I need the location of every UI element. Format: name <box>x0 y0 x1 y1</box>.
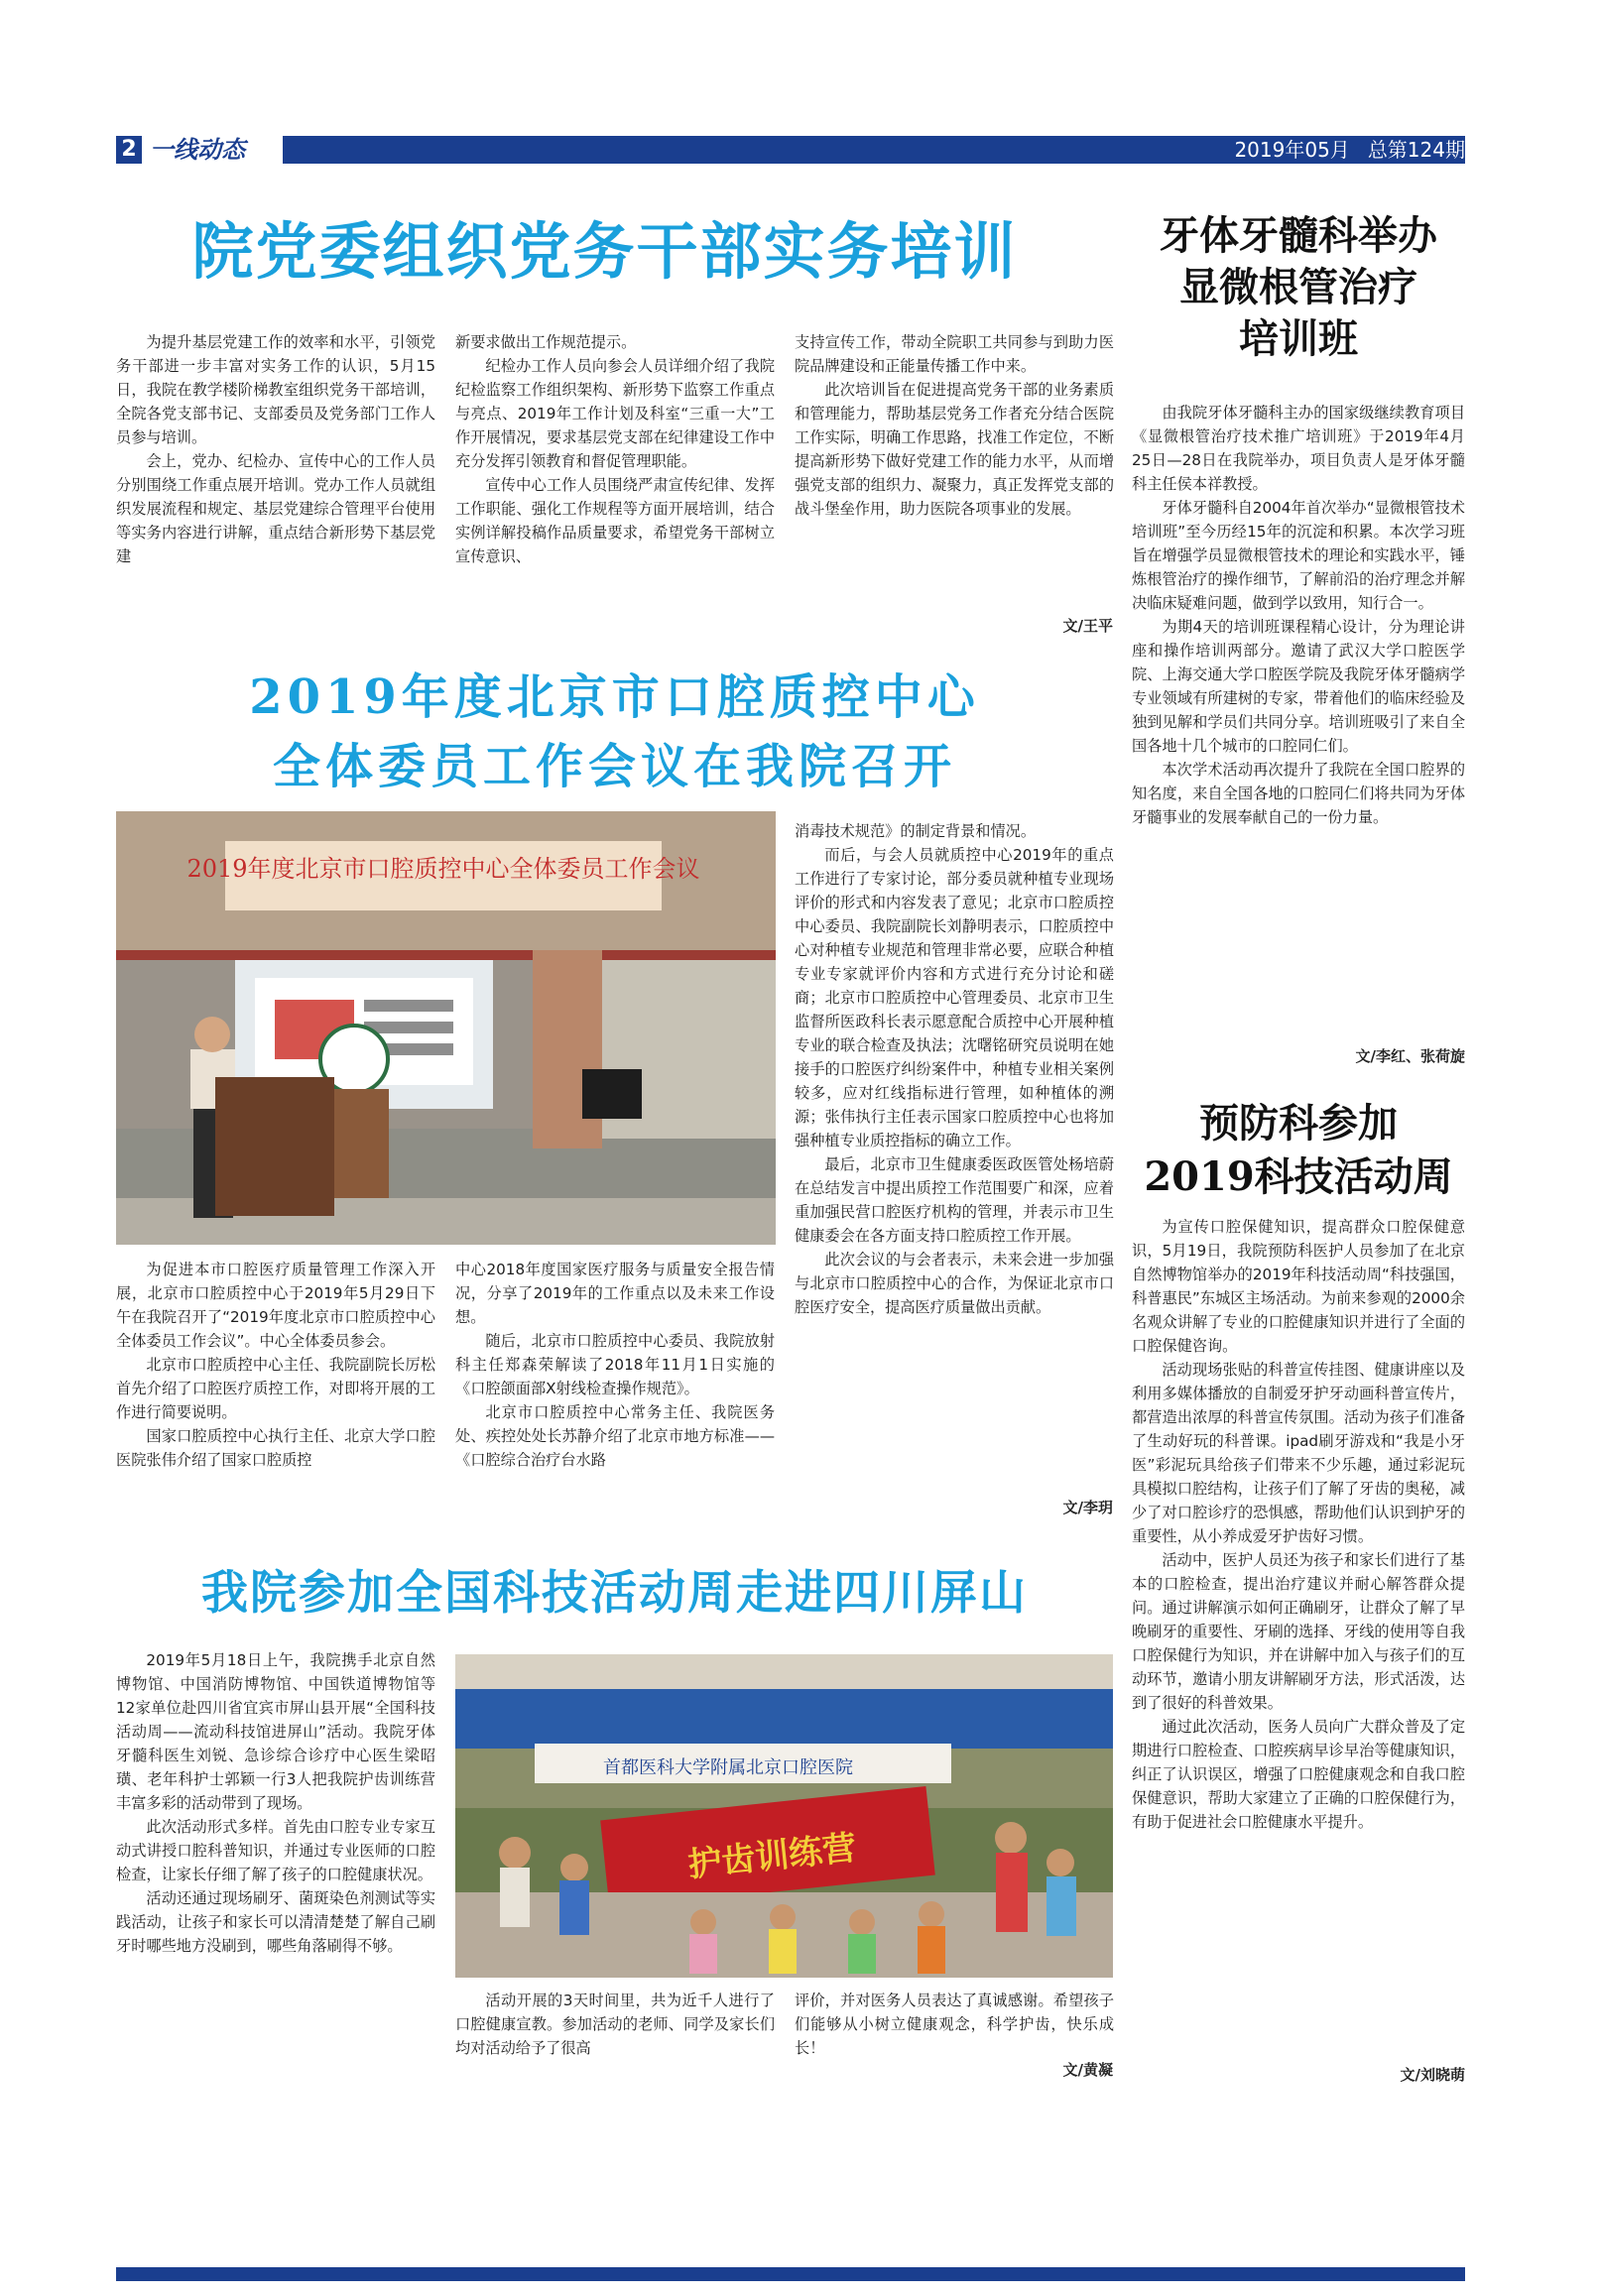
article2-col3 <box>795 819 1114 1319</box>
page-number: 2 <box>116 136 142 164</box>
footer-bar <box>116 2267 1465 2281</box>
paragraph: 北京市口腔质控中心主任、我院副院长厉松首先介绍了口腔医疗质控工作，对即将开展的工作进行简要说明。 <box>116 1356 435 1421</box>
sidebar2-body <box>1132 1215 1465 1834</box>
sidebar1-title <box>1132 210 1465 365</box>
paragraph: 为期4天的培训班课程精心设计，分为理论讲座和操作培训两部分。邀请了武汉大学口腔医学院、上海交通大学口腔医学院及我院牙体牙髓病学专业领域有所建树的专家，带着他们的临床经验及独到见解和学员们共同分享。培训班吸引了来自全国各地十几个城市的口腔同仁们。 <box>1132 618 1465 755</box>
meeting-photo <box>116 811 776 1245</box>
issue-number: 总第124期 <box>1367 138 1465 162</box>
paragraph: 支持宣传工作，带动全院职工共同参与到助力医院品牌建设和正能量传播工作中来。 <box>795 333 1114 375</box>
sidebar1-title-line: 显微根管治疗 <box>1179 264 1417 310</box>
sidebar2-byline: 文/刘晓萌 <box>1400 2066 1465 2084</box>
sidebar2-title-line: 预防科参加 <box>1199 1100 1398 1147</box>
article2-col1 <box>116 1258 435 1472</box>
paragraph: 中心2018年度国家医疗服务与质量安全报告情况，分享了2019年的工作重点以及未来工作设想。 <box>455 1261 775 1326</box>
paragraph: 活动现场张贴的科普宣传挂图、健康讲座以及利用多媒体播放的自制爱牙护牙动画科普宣传片，都营造出浓厚的科普宣传氛围。活动为孩子们准备了生动好玩的科普课。ipad刷牙游戏和“我是小牙医”彩泥玩具给孩子们带来不少乐趣，通过彩泥玩具模拟口腔结构，让孩子们了解了牙齿的奥秘，减少了对口腔诊疗的恐惧感，帮助他们认识到护牙的重要性，从小养成爱牙护齿好习惯。 <box>1132 1361 1465 1545</box>
paragraph: 活动中，医护人员还为孩子和家长们进行了基本的口腔检查，提出治疗建议并耐心解答群众提问。通过讲解演示如何正确刷牙，让群众了解了早晚刷牙的重要性、牙刷的选择、牙线的使用等自我口腔保健行为知识，并在讲解中加入与孩子们的互动环节，邀请小朋友讲解刷牙方法，形式活泼，达到了很好的科普效果。 <box>1132 1551 1465 1712</box>
event-photo <box>455 1654 1113 1978</box>
article1-col2 <box>455 330 775 568</box>
paragraph: 国家口腔质控中心执行主任、北京大学口腔医院张伟介绍了国家口腔质控 <box>116 1427 435 1469</box>
sidebar2-title-line: 2019科技活动周 <box>1144 1153 1453 1200</box>
paragraph: 会上，党办、纪检办、宣传中心的工作人员分别围绕工作重点展开培训。党办工作人员就组织发展流程和规定、基层党建综合管理平台使用等实务内容进行讲解，重点结合新形势下基层党建 <box>116 452 435 565</box>
article3-col2 <box>455 1989 775 2060</box>
article3-byline: 文/黄凝 <box>1062 2061 1113 2079</box>
paragraph: 2019年5月18日上午，我院携手北京自然博物馆、中国消防博物馆、中国铁道博物馆等12家单位赴四川省宜宾市屏山县开展“全国科技活动周——流动科技馆进屏山”活动。我院牙体牙髓科医生刘锐、急诊综合诊疗中心医生梁昭璜、老年科护士郭颖一行3人把我院护齿训练营丰富多彩的活动带到了现场。 <box>116 1651 435 1812</box>
paragraph: 纪检办工作人员向参会人员详细介绍了我院纪检监察工作组织架构、新形势下监察工作重点与亮点、2019年工作计划及科室“三重一大”工作开展情况，要求基层党支部在纪律建设工作中充分发挥引领教育和督促管理职能。 <box>455 357 775 470</box>
issue-info <box>1216 136 1465 164</box>
paragraph: 评价，并对医务人员表达了真诚感谢。希望孩子们能够从小树立健康观念，科学护齿，快乐成长！ <box>795 1992 1114 2057</box>
paragraph: 最后，北京市卫生健康委医政医管处杨培蔚在总结发言中提出质控工作范围要广和深，应着重加强民营口腔医疗机构的管理，并表示市卫生健康委会在各方面支持口腔质控工作开展。 <box>795 1155 1114 1245</box>
article3-col3 <box>795 1989 1114 2060</box>
article1-byline: 文/王平 <box>1062 617 1113 635</box>
paragraph: 消毒技术规范》的制定背景和情况。 <box>795 822 1036 840</box>
paragraph: 宣传中心工作人员围绕严肃宣传纪律、发挥工作职能、强化工作规程等方面开展培训，结合实例详解投稿作品质量要求，希望党务干部树立宣传意识、 <box>455 476 775 565</box>
paragraph: 为促进本市口腔医疗质量管理工作深入开展，北京市口腔质控中心于2019年5月29日下午在我院召开了“2019年度北京市口腔质控中心全体委员工作会议”。中心全体委员参会。 <box>116 1261 435 1350</box>
paragraph: 为提升基层党建工作的效率和水平，引领党务干部进一步丰富对实务工作的认识，5月15日，我院在教学楼阶梯教室组织党务干部培训，全院各党支部书记、支部委员及党务部门工作人员参与培训。 <box>116 333 435 446</box>
paragraph: 此次会议的与会者表示，未来会进一步加强与北京市口腔质控中心的合作，为保证北京市口腔医疗安全，提高医疗质量做出贡献。 <box>795 1251 1114 1316</box>
paragraph: 新要求做出工作规范提示。 <box>455 333 637 351</box>
sidebar1-title-line: 牙体牙髓科举办 <box>1160 212 1437 259</box>
article1-title: 院党委组织党务干部实务培训 <box>191 215 1018 288</box>
event-red-text: 护齿训练营 <box>685 1828 858 1885</box>
article3-title: 我院参加全国科技活动周走进四川屏山 <box>201 1566 1028 1621</box>
event-banner-text: 首都医科大学附属北京口腔医院 <box>603 1757 853 1778</box>
article2-title-line1: 2019年度北京市口腔质控中心 <box>249 669 980 725</box>
sidebar2-title <box>1132 1097 1465 1204</box>
paragraph: 活动还通过现场刷牙、菌斑染色剂测试等实践活动，让孩子和家长可以清清楚楚了解自己刷牙时哪些地方没刷到，哪些角落刷得不够。 <box>116 1889 435 1955</box>
section-name: 一线动态 <box>142 132 283 168</box>
paragraph: 活动开展的3天时间里，共为近千人进行了口腔健康宣教。参加活动的老师、同学及家长们均对活动给予了很高 <box>455 1992 775 2057</box>
paragraph: 此次培训旨在促进提高党务干部的业务素质和管理能力，帮助基层党务工作者充分结合医院工作实际，明确工作思路，找准工作定位，不断提高新形势下做好党建工作的能力水平，从而增强党支部的组织力、凝聚力，真正发挥党支部的战斗堡垒作用，助力医院各项事业的发展。 <box>795 381 1114 518</box>
article2-byline: 文/李玥 <box>1062 1499 1113 1516</box>
paragraph: 北京市口腔质控中心常务主任、我院医务处、疾控处处长苏静介绍了北京市地方标准——《口腔综合治疗台水路 <box>455 1403 775 1469</box>
sidebar1-byline: 文/李红、张荷旋 <box>1355 1047 1465 1065</box>
meeting-banner-text: 2019年度北京市口腔质控中心全体委员工作会议 <box>186 855 700 883</box>
paragraph: 随后，北京市口腔质控中心委员、我院放射科主任郑森荣解读了2018年11月1日实施的《口腔颌面部X射线检查操作规范》。 <box>455 1332 775 1397</box>
paragraph: 本次学术活动再次提升了我院在全国口腔界的知名度，来自全国各地的口腔同仁们将共同为牙体牙髓事业的发展奉献自己的一份力量。 <box>1132 761 1465 826</box>
paragraph: 牙体牙髓科自2004年首次举办“显微根管技术培训班”至今历经15年的沉淀和积累。本次学习班旨在增强学员显微根管技术的理论和实践水平，锤炼根管治疗的操作细节，了解前沿的治疗理念并解决临床疑难问题，做到学以致用，知行合一。 <box>1132 499 1465 612</box>
article2-title-line2: 全体委员工作会议在我院召开 <box>272 739 956 794</box>
article3-col1 <box>116 1648 435 1958</box>
sidebar1-title-line: 培训班 <box>1239 315 1358 362</box>
article2-col2 <box>455 1258 775 1472</box>
paragraph: 此次活动形式多样。首先由口腔专业专家互动式讲授口腔科普知识，并通过专业医师的口腔检查，让家长仔细了解了孩子的口腔健康状况。 <box>116 1818 435 1883</box>
paragraph: 为宣传口腔保健知识，提高群众口腔保健意识，5月19日，我院预防科医护人员参加了在北京自然博物馆举办的2019年科技活动周“科技强国，科普惠民”东城区主场活动。为前来参观的2000余名观众讲解了专业的口腔健康知识并进行了全面的口腔保健咨询。 <box>1132 1218 1465 1355</box>
sidebar1-body <box>1132 401 1465 829</box>
article1-col1 <box>116 330 435 568</box>
paragraph: 而后，与会人员就质控中心2019年的重点工作进行了专家讨论，部分委员就种植专业现场评价的形式和内容发表了意见；北京市口腔质控中心委员、我院副院长刘静明表示，口腔质控中心对种植专业规范和管理非常必要，应联合种植专业专家就评价内容和方式进行充分讨论和磋商；北京市口腔质控中心管理委员、北京市卫生监督所医政科长表示愿意配合质控中心开展种植专业的联合检查及执法；沈曙铭研究员说明在她接手的口腔医疗纠纷案件中，种植专业相关案例较多，应对红线指标进行管理，如种植体的溯源；张伟执行主任表示国家口腔质控中心也将加强种植专业质控指标的确立工作。 <box>795 846 1114 1149</box>
paragraph: 通过此次活动，医务人员向广大群众普及了定期进行口腔检查、口腔疾病早诊早治等健康知识，纠正了认识误区，增强了口腔健康观念和自我口腔保健意识，帮助大家建立了正确的口腔保健行为，有助于促进社会口腔健康水平提升。 <box>1132 1718 1465 1831</box>
paragraph: 由我院牙体牙髓科主办的国家级继续教育项目《显微根管治疗技术推广培训班》于2019年4月25日—28日在我院举办，项目负责人是牙体牙髓科主任侯本祥教授。 <box>1132 404 1465 493</box>
article1-col3 <box>795 330 1114 521</box>
issue-date: 2019年05月 <box>1234 138 1350 162</box>
